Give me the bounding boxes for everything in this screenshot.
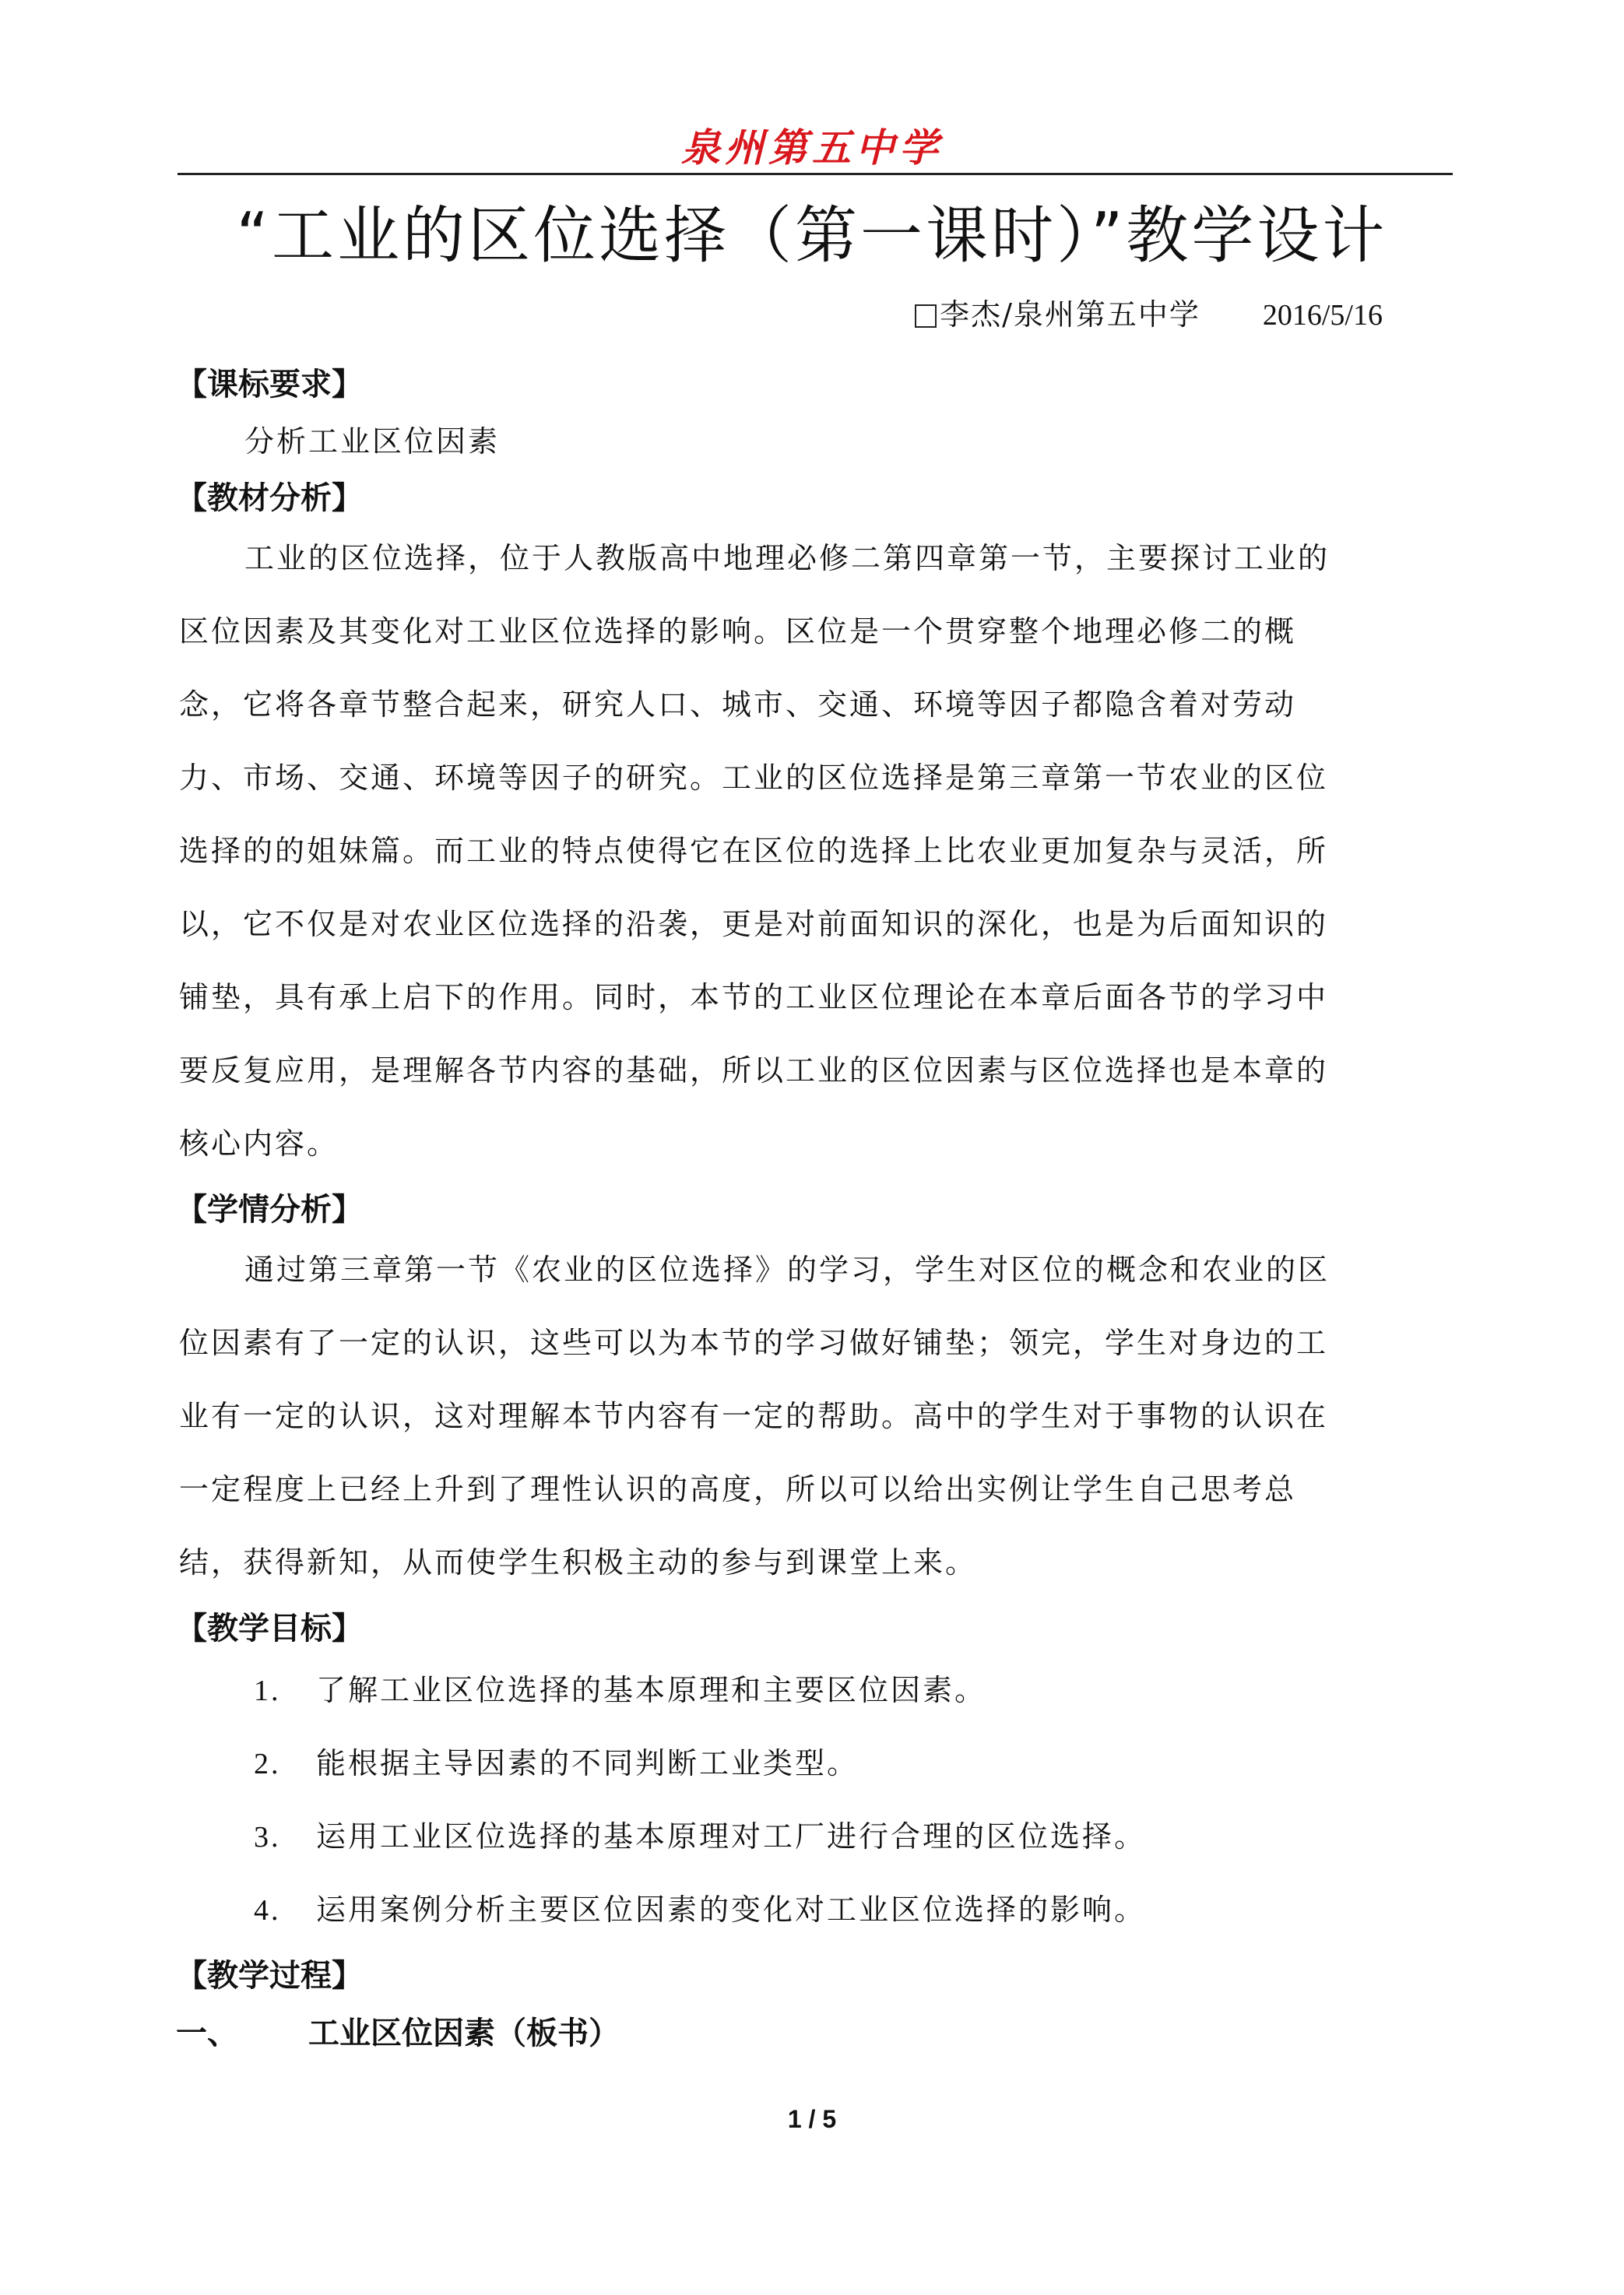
- curriculum-line: 分析工业区位因素: [244, 424, 501, 459]
- objective-number: 4.: [254, 1894, 281, 1927]
- paragraph-line: 一定程度上已经上升到了理性认识的高度，所以可以给出实例让学生自己思考总: [179, 1472, 1297, 1506]
- paragraph-line: 要反复应用，是理解各节内容的基础，所以工业的区位因素与区位选择也是本章的: [179, 1053, 1329, 1088]
- paragraph-line: 以，它不仅是对农业区位选择的沿袭，更是对前面知识的深化，也是为后面知识的: [179, 907, 1329, 941]
- paragraph-line: 铺垫，具有承上启下的作用。同时，本节的工业区位理论在本章后面各节的学习中: [179, 980, 1329, 1014]
- curriculum-heading: 【课标要求】: [176, 367, 363, 402]
- process-heading: 【教学过程】: [176, 1958, 363, 1994]
- paragraph-line: 区位因素及其变化对工业区位选择的影响。区位是一个贯穿整个地理必修二的概: [179, 614, 1297, 648]
- objective-text: 运用工业区位选择的基本原理对工厂进行合理的区位选择。: [316, 1819, 1147, 1854]
- date: 2016/5/16: [1262, 299, 1383, 332]
- subheading-title: 工业区位因素（板书）: [308, 2016, 620, 2051]
- objective-number: 3.: [254, 1821, 281, 1854]
- paragraph-line: 结，获得新知，从而使学生积极主动的参与到课堂上来。: [179, 1545, 978, 1580]
- header-rule: [178, 173, 1453, 175]
- subheading-number: 一、: [176, 2016, 238, 2051]
- students-heading: 【学情分析】: [176, 1192, 363, 1228]
- objectives-heading: 【教学目标】: [176, 1611, 363, 1647]
- textbook-heading: 【教材分析】: [176, 480, 363, 516]
- objective-number: 2.: [254, 1748, 281, 1780]
- objective-number: 1.: [254, 1675, 281, 1707]
- objective-item: [254, 1666, 986, 1709]
- objective-item: [254, 1739, 859, 1782]
- paragraph-line: 业有一定的认识，这对理解本节内容有一定的帮助。高中的学生对于事物的认识在: [179, 1399, 1329, 1433]
- paragraph-line: 念，它将各章节整合起来，研究人口、城市、交通、环境等因子都隐含着对劳动: [179, 687, 1297, 722]
- paragraph-line: 选择的的姐妹篇。而工业的特点使得它在区位的选择上比农业更加复杂与灵活，所: [179, 834, 1329, 868]
- page-number: 1 / 5: [787, 2105, 837, 2133]
- objective-text: 了解工业区位选择的基本原理和主要区位因素。: [316, 1673, 987, 1707]
- objective-text: 运用案例分析主要区位因素的变化对工业区位选择的影响。: [316, 1893, 1147, 1927]
- paragraph-line: 位因素有了一定的认识，这些可以为本节的学习做好铺垫；领完，学生对身边的工: [179, 1326, 1329, 1360]
- author: 李杰/泉州第五中学: [940, 297, 1200, 332]
- paragraph-line: 工业的区位选择，位于人教版高中地理必修二第四章第一节，主要探讨工业的: [244, 541, 1330, 575]
- paragraph-line: 力、市场、交通、环境等因子的研究。工业的区位选择是第三章第一节农业的区位: [179, 761, 1329, 795]
- school-letterhead: 泉州第五中学: [681, 125, 943, 170]
- byline: [915, 290, 1383, 333]
- checkbox-icon: [915, 304, 937, 328]
- objective-item: [254, 1886, 1146, 1928]
- objective-item: [254, 1812, 1146, 1855]
- paragraph-line: 核心内容。: [179, 1126, 339, 1161]
- process-subheading: [176, 2009, 620, 2053]
- document-title: “工业的区位选择（第一课时）”教学设计: [236, 199, 1388, 272]
- paragraph-line: 通过第三章第一节《农业的区位选择》的学习，学生对区位的概念和农业的区: [244, 1253, 1330, 1287]
- objective-text: 能根据主导因素的不同判断工业类型。: [316, 1746, 859, 1780]
